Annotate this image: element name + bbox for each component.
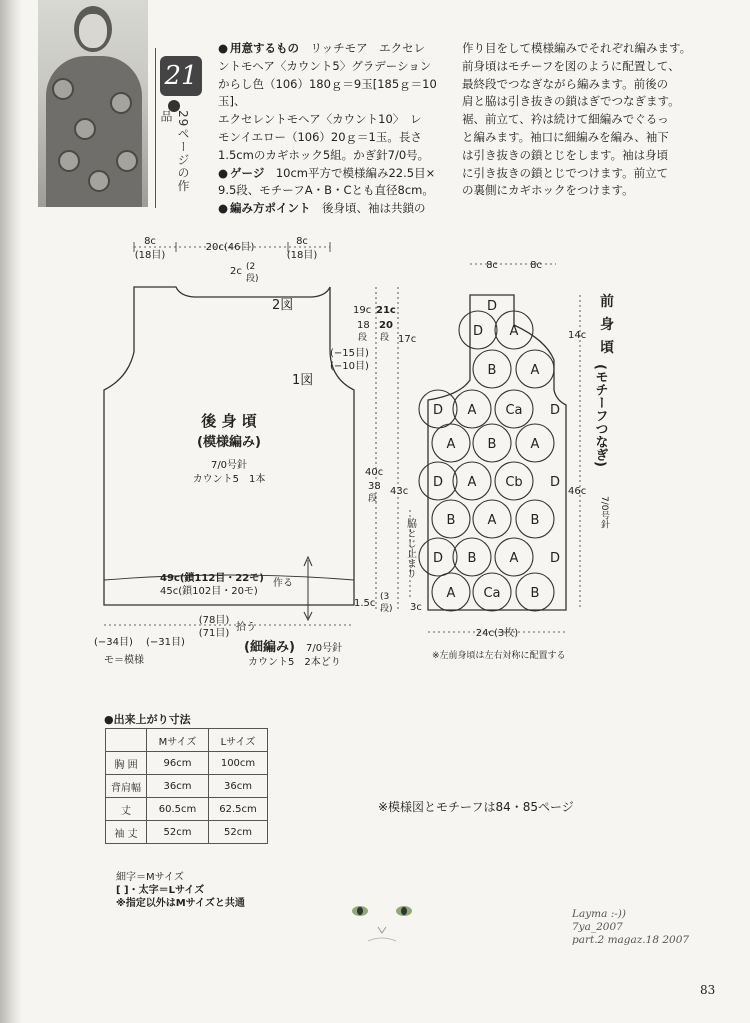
motif-label: D (486, 299, 498, 314)
motif-label: Cb (505, 475, 523, 490)
motif-label: A (467, 475, 477, 490)
svg-text:40c: 40c (365, 467, 384, 478)
front-body-outline (428, 295, 566, 610)
motif-label: B (530, 586, 540, 601)
svg-text:(−31目): (−31目) (146, 637, 185, 648)
instructions-block: 作り目をして模様編みでそれぞれ編みます。 前身頃はモチーフを図のように配置して、 最終段でつなぎながら編みます。前後の 肩と脇は引き抜きの鎖はぎでつなぎます。 裾、前立て、衿は続けて細編みでぐるっ と編みます。袖口に細編みを編み、袖下 は引き抜きの鎖とじをします。袖は身頃 に引き抜きの鎖とじでつけます。前立て の裏側にカギホックをつけます。 (462, 41, 692, 198)
svg-text:20: 20 (379, 320, 393, 331)
page-reference: 29ページの作品 (159, 110, 190, 193)
svg-text:38: 38 (368, 481, 381, 492)
svg-text:カウント5 1本: カウント5 1本 (192, 474, 266, 485)
front-subtitle: (モチーフつなぎ) (592, 364, 608, 467)
svg-text:段: 段 (380, 333, 390, 343)
motif-label: B (446, 513, 456, 528)
svg-text:段): 段) (380, 604, 393, 614)
svg-text:8c: 8c (530, 260, 542, 271)
svg-text:段): 段) (246, 274, 259, 284)
table-row: 袖 丈 52cm 52cm (106, 821, 268, 844)
svg-text:7/0号針: 7/0号針 (599, 496, 609, 529)
svg-text:(71目): (71目) (198, 628, 230, 639)
front-title-3: 頃 (600, 340, 614, 356)
materials-block: ● 用意するもの リッチモア エクセレ ントモヘア〈カウント5〉グラデーション からし色（106）180ｇ＝9玉[185ｇ＝10玉]、 エクセレントモヘア〈カウント10〉 レ モンイエロー（106）20ｇ＝1玉。長さ 1.5cmのカギホック5組。かぎ針7/0号。 ● ゲージ 10cm平方で模様編み22.5目× 9.5段、モチーフA・B・Cとも直径8cm。 ● 編み方ポイント 後身頃、袖は共鎖の (218, 40, 450, 218)
page-number: 83 (700, 983, 716, 997)
motif-label: A (530, 437, 540, 452)
svg-text:(78目): (78目) (198, 615, 230, 626)
svg-text:(18目): (18目) (134, 250, 166, 261)
motif-label: A (509, 324, 519, 339)
table-row: 背肩幅 36cm 36cm (106, 775, 268, 798)
motif-label: A (446, 586, 456, 601)
svg-text:作る: 作る (273, 578, 293, 589)
motif-label: D (472, 324, 484, 339)
svg-text:モ＝模様: モ＝模様 (104, 655, 144, 666)
svg-text:7/0号針: 7/0号針 (306, 643, 343, 654)
points-label: ● 編み方ポイント (218, 201, 311, 215)
svg-text:2c: 2c (230, 266, 242, 277)
motif-label: A (487, 513, 497, 528)
svg-text:(細編み): (細編み) (244, 640, 295, 655)
svg-text:24c(3枚): 24c(3枚) (475, 628, 519, 639)
svg-text:(18目): (18目) (286, 250, 318, 261)
mirror-note: ※左前身頃は左右対称に配置する (432, 651, 566, 661)
motif-label: B (487, 437, 497, 452)
motif-label: A (530, 363, 540, 378)
svg-text:46c: 46c (568, 486, 587, 497)
svg-text:(2: (2 (246, 262, 256, 272)
motif-label: D (549, 403, 561, 418)
svg-text:14c: 14c (568, 330, 587, 341)
table-row: 胸 囲 96cm 100cm (106, 752, 268, 775)
motif-label: B (467, 551, 477, 566)
item-number: 21 (160, 56, 202, 96)
svg-text:3c: 3c (410, 602, 422, 613)
fig2-label: 2図 (272, 298, 294, 313)
gauge-label: ● ゲージ (218, 166, 264, 180)
signature: Layma :-)) 7ya_2007 part.2 magaz.18 2007 (572, 908, 690, 946)
svg-text:段: 段 (358, 333, 368, 343)
svg-text:(−15目): (−15目) (330, 348, 369, 359)
svg-text:カウント5 2本どり: カウント5 2本どり (248, 657, 341, 668)
size-table-title: ●出来上がり寸法 (104, 713, 191, 726)
svg-text:7/0号針: 7/0号針 (210, 460, 248, 471)
motif-label: D (432, 475, 444, 490)
motif-label: B (530, 513, 540, 528)
motif-label: B (487, 363, 497, 378)
back-width-right: 8c (296, 236, 308, 247)
motif-label: A (446, 437, 456, 452)
svg-text:1.5c: 1.5c (354, 598, 376, 609)
motif-label: A (509, 551, 519, 566)
svg-text:43c: 43c (390, 486, 409, 497)
svg-text:18: 18 (357, 320, 370, 331)
table-row: 丈 60.5cm 62.5cm (106, 798, 268, 821)
motif-label: A (467, 403, 477, 418)
svg-text:(−10目): (−10目) (330, 361, 369, 372)
motif-label: D (549, 475, 561, 490)
motif-label: D (432, 403, 444, 418)
cat-face-icon (348, 895, 420, 945)
reference-note: ※模様図とモチーフは84・85ページ (378, 800, 574, 814)
back-title: 後 身 頃 (201, 412, 257, 430)
svg-text:(模様編み): (模様編み) (197, 435, 261, 450)
materials-label: ● 用意するもの (218, 41, 299, 55)
size-table (105, 728, 268, 844)
back-width-neck: 20c(46目) (205, 242, 255, 253)
front-title-1: 前 (600, 294, 614, 310)
back-width-left: 8c (144, 236, 156, 247)
side-seam-note: 脇とじ止まり (404, 518, 416, 578)
table-row: Mサイズ Lサイズ (106, 729, 268, 752)
svg-text:8c: 8c (486, 260, 498, 271)
motif-label: Ca (505, 403, 523, 418)
svg-text:段: 段 (368, 494, 378, 504)
svg-text:49c(鎖112目・22モ): 49c(鎖112目・22モ) (160, 573, 264, 584)
svg-text:拾う: 拾う (236, 622, 256, 633)
motif-label: D (549, 551, 561, 566)
svg-text:(3: (3 (380, 592, 390, 602)
svg-text:19c: 19c (353, 305, 372, 316)
svg-text:17c: 17c (398, 334, 417, 345)
front-title-2: 身 (600, 317, 614, 333)
svg-text:(−34目): (−34目) (94, 637, 133, 648)
motif-label: D (432, 551, 444, 566)
svg-text:21c: 21c (376, 305, 396, 316)
motif-layer (419, 299, 560, 611)
motif-label: Ca (483, 586, 501, 601)
size-legend: 細字＝Mサイズ [ ]・太字＝Lサイズ ※指定以外はMサイズと共通 (116, 872, 245, 909)
fig1-label: 1図 (292, 373, 314, 388)
svg-text:45c(鎖102目・20モ): 45c(鎖102目・20モ) (160, 586, 258, 597)
